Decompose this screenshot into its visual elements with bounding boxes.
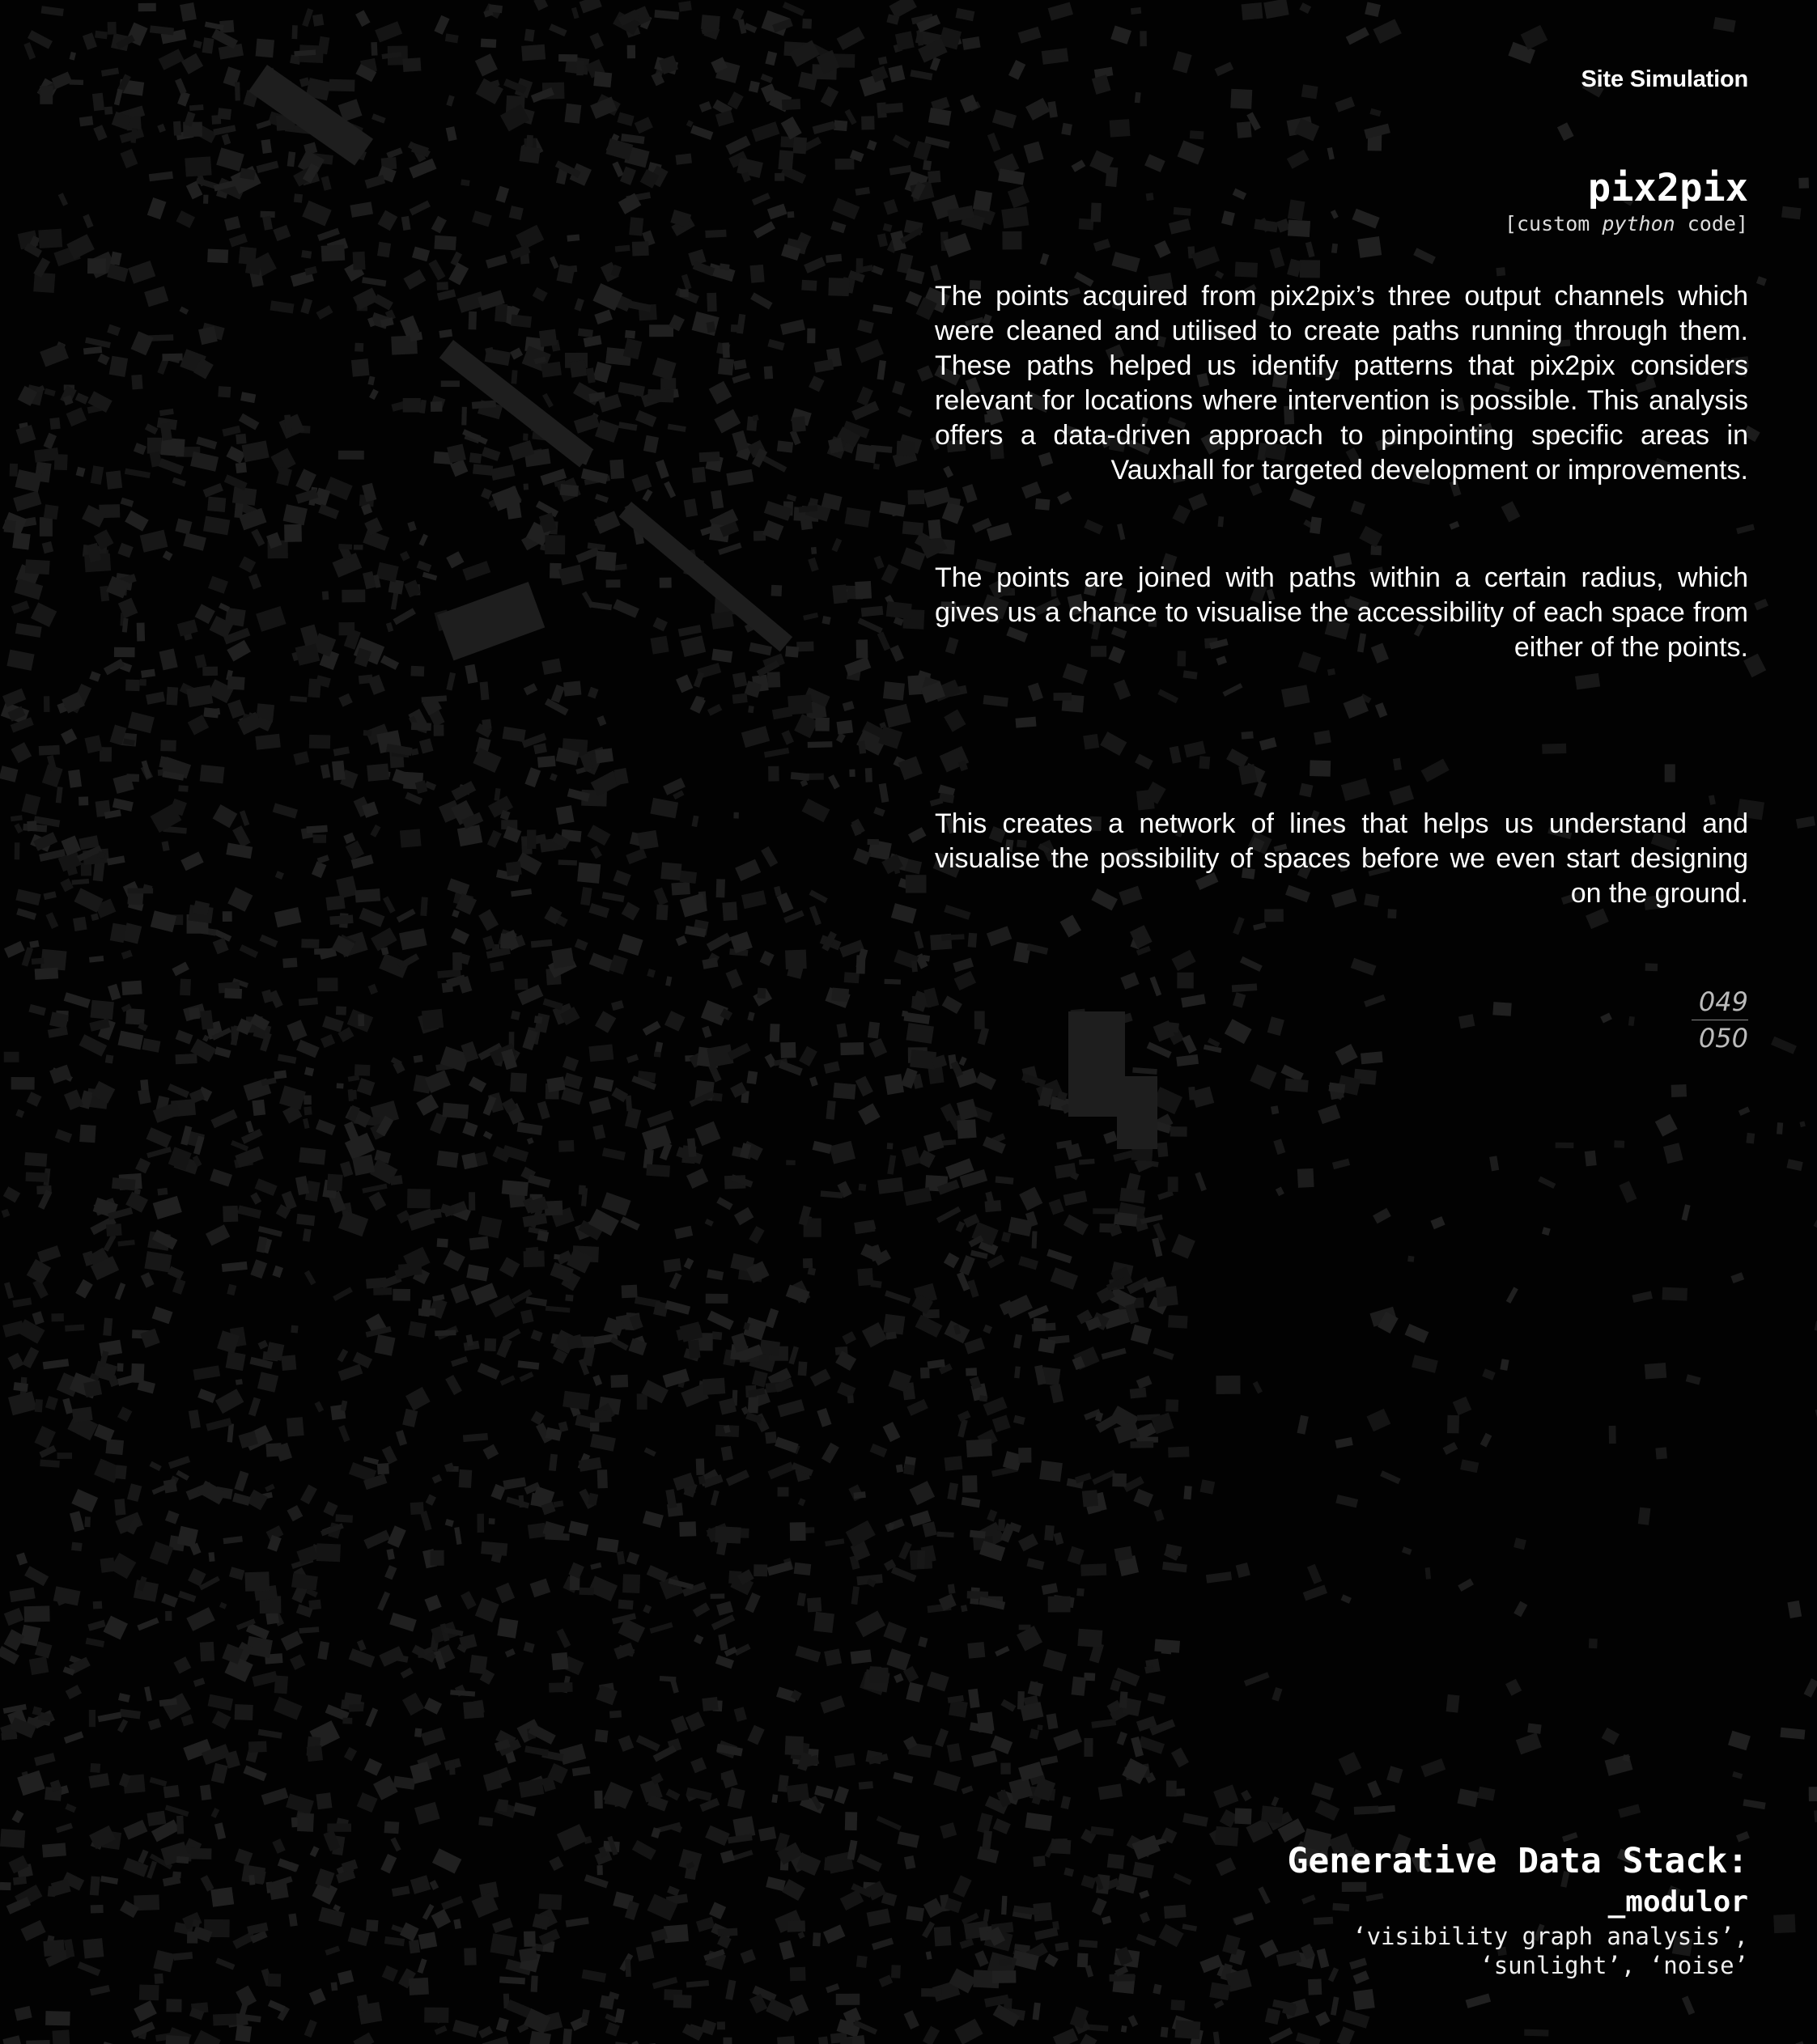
stack-tags-line-1: ‘visibility graph analysis’, bbox=[1352, 1923, 1748, 1950]
page-number-current: 049 bbox=[1698, 986, 1748, 1017]
paragraph-2: The points are joined with paths within a certain radius, which gives us a chance to visualise the accessibility of each space from either of the points. bbox=[935, 562, 1748, 663]
stack-tags-line-2: ‘sunlight’, ‘noise’ bbox=[1479, 1952, 1748, 1979]
tool-subtitle-suffix: code] bbox=[1675, 212, 1748, 235]
paragraph-1: The points acquired from pix2pix’s three output channels which were cleaned and utilised to create paths running through them. These paths helped us identify patterns that pix2pix considers relevant for locations where intervention is possible. This analysis offers a data-driven approach to pinpointing specific areas in Vauxhall for targeted development or improvements. bbox=[935, 281, 1748, 486]
stack-tags bbox=[1182, 1922, 1748, 1980]
page-number-total: 050 bbox=[1698, 1023, 1748, 1054]
tool-subtitle bbox=[1505, 212, 1748, 235]
tool-subtitle-prefix: [custom bbox=[1504, 212, 1603, 235]
stack-name: _modulor bbox=[1607, 1885, 1748, 1919]
page-number bbox=[1692, 986, 1748, 1054]
tool-title: pix2pix bbox=[1587, 166, 1748, 210]
tool-subtitle-language: python bbox=[1602, 212, 1675, 235]
stack-title: Generative Data Stack: bbox=[1287, 1841, 1748, 1881]
paragraph-3: This creates a network of lines that helps us understand and visualise the possibility of spaces before we even start designing on the ground. bbox=[935, 808, 1748, 909]
section-label: Site Simulation bbox=[1581, 66, 1748, 92]
